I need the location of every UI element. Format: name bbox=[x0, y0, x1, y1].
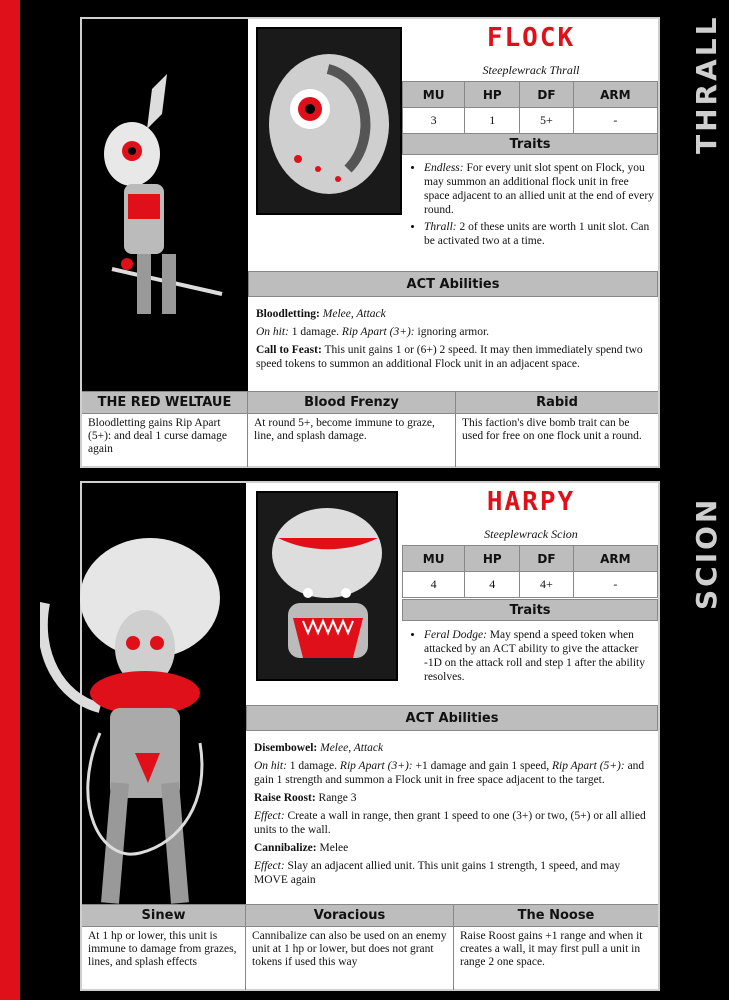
ability-raise-roost: Raise Roost: Range 3 bbox=[254, 792, 357, 804]
bonus-header: THE RED WELTAUE bbox=[82, 392, 247, 414]
stat-table bbox=[402, 81, 658, 134]
bonus-header: Sinew bbox=[82, 905, 245, 927]
bonus-header: The Noose bbox=[454, 905, 658, 927]
act-abilities-header: ACT Abilities bbox=[248, 271, 658, 297]
stat-value-hp: 1 bbox=[465, 108, 520, 134]
flock-figure-art bbox=[82, 19, 248, 391]
side-label-scion: SCION bbox=[690, 496, 723, 610]
bonus-text: This faction's dive bomb trait can be used for free on one flock unit a round. bbox=[462, 417, 642, 442]
traits-header: Traits bbox=[402, 133, 658, 155]
stat-header-df: DF bbox=[520, 82, 573, 108]
card-title-flock: FLOCK bbox=[486, 23, 576, 53]
ability-disembowel: Disembowel: Melee, Attack bbox=[254, 742, 384, 754]
bonus-column bbox=[456, 392, 658, 467]
ability-call-to-feast: Call to Feast: This unit gains 1 or (6+) 2 speed. It may then immediately spend two speed tokens to summon an additional Flock unit in an adjacent space. bbox=[256, 344, 643, 370]
bonus-column bbox=[248, 392, 456, 467]
bonus-header: Rabid bbox=[456, 392, 658, 414]
bonus-text: At 1 hp or lower, this unit is immune to damage from grazes, lines, and splash effects bbox=[88, 930, 237, 968]
bonus-column bbox=[454, 905, 658, 990]
stat-table bbox=[402, 545, 658, 598]
stat-value-df: 4+ bbox=[520, 572, 573, 598]
bonus-row bbox=[82, 391, 658, 467]
abilities-list bbox=[256, 307, 654, 375]
card-title-harpy: HARPY bbox=[486, 487, 576, 517]
harpy-figure-art bbox=[40, 483, 246, 907]
stat-value-mu: 4 bbox=[403, 572, 465, 598]
stat-header-arm: ARM bbox=[573, 82, 657, 108]
stat-header-mu: MU bbox=[403, 546, 465, 572]
bonus-header: Voracious bbox=[246, 905, 453, 927]
unit-card-flock bbox=[80, 17, 660, 468]
harpy-portrait bbox=[256, 491, 398, 681]
stat-header-mu: MU bbox=[403, 82, 465, 108]
abilities-list bbox=[254, 741, 654, 891]
trait-item: • Endless: For every unit slot spent on Flock, you may summon an additional flock unit in free space adjacent to an allied unit at the end of every round. bbox=[424, 161, 654, 217]
stat-value-arm: - bbox=[573, 572, 657, 598]
red-side-bar bbox=[0, 0, 20, 1000]
stat-value-mu: 3 bbox=[403, 108, 465, 134]
ability-cannibalize: Cannibalize: Melee bbox=[254, 842, 349, 854]
ability-bloodletting: Bloodletting: Melee, Attack bbox=[256, 308, 386, 320]
stat-value-arm: - bbox=[573, 108, 657, 134]
traits-header: Traits bbox=[402, 599, 658, 621]
ability-disembowel-effect: On hit: 1 damage. Rip Apart (3+): +1 damage and gain 1 speed, Rip Apart (5+): and gain 1 strength and summon a Flock unit in free space adjacent to the target. bbox=[254, 760, 645, 786]
bonus-column bbox=[82, 905, 246, 990]
stat-header-arm: ARM bbox=[573, 546, 657, 572]
act-abilities-header: ACT Abilities bbox=[246, 705, 658, 731]
bonus-column bbox=[246, 905, 454, 990]
bonus-row bbox=[82, 904, 658, 990]
card-subtitle: Steeplewrack Scion bbox=[484, 527, 578, 541]
ability-raise-roost-effect: Effect: Create a wall in range, then grant 1 speed to one (3+) or two, (5+) or all allied units to the wall. bbox=[254, 810, 646, 836]
flock-portrait bbox=[256, 27, 402, 215]
stat-value-hp: 4 bbox=[465, 572, 520, 598]
ability-bloodletting-effect: On hit: 1 damage. Rip Apart (3+): ignoring armor. bbox=[256, 326, 490, 338]
traits-list bbox=[404, 628, 654, 687]
trait-item: • Thrall: 2 of these units are worth 1 unit slot. Can be activated two at a time. bbox=[424, 220, 654, 248]
side-label-thrall: THRALL bbox=[690, 14, 723, 154]
stat-header-hp: HP bbox=[465, 546, 520, 572]
traits-list bbox=[404, 161, 654, 251]
bonus-text: At round 5+, become immune to graze, line, and splash damage. bbox=[254, 417, 435, 442]
bonus-text: Raise Roost gains +1 range and when it creates a wall, it may first pull a unit in range 2 one space. bbox=[460, 930, 643, 968]
bonus-column bbox=[82, 392, 248, 467]
bonus-text: Cannibalize can also be used on an enemy unit at 1 hp or lower, but does not grant tokens if used this way bbox=[252, 930, 447, 968]
unit-card-harpy bbox=[80, 481, 660, 991]
bonus-header: Blood Frenzy bbox=[248, 392, 455, 414]
stat-value-df: 5+ bbox=[520, 108, 573, 134]
bonus-text: Bloodletting gains Rip Apart (5+): and deal 1 curse damage again bbox=[88, 417, 227, 455]
ability-cannibalize-effect: Effect: Slay an adjacent allied unit. This unit gains 1 strength, 1 speed, and may MOVE again bbox=[254, 860, 621, 886]
trait-item: • Feral Dodge: May spend a speed token when attacked by an ACT ability to give the attacker -1D on the attack roll and step 1 after the ability resolves. bbox=[424, 628, 654, 684]
stat-header-df: DF bbox=[520, 546, 573, 572]
stat-header-hp: HP bbox=[465, 82, 520, 108]
card-subtitle: Steeplewrack Thrall bbox=[482, 63, 580, 77]
